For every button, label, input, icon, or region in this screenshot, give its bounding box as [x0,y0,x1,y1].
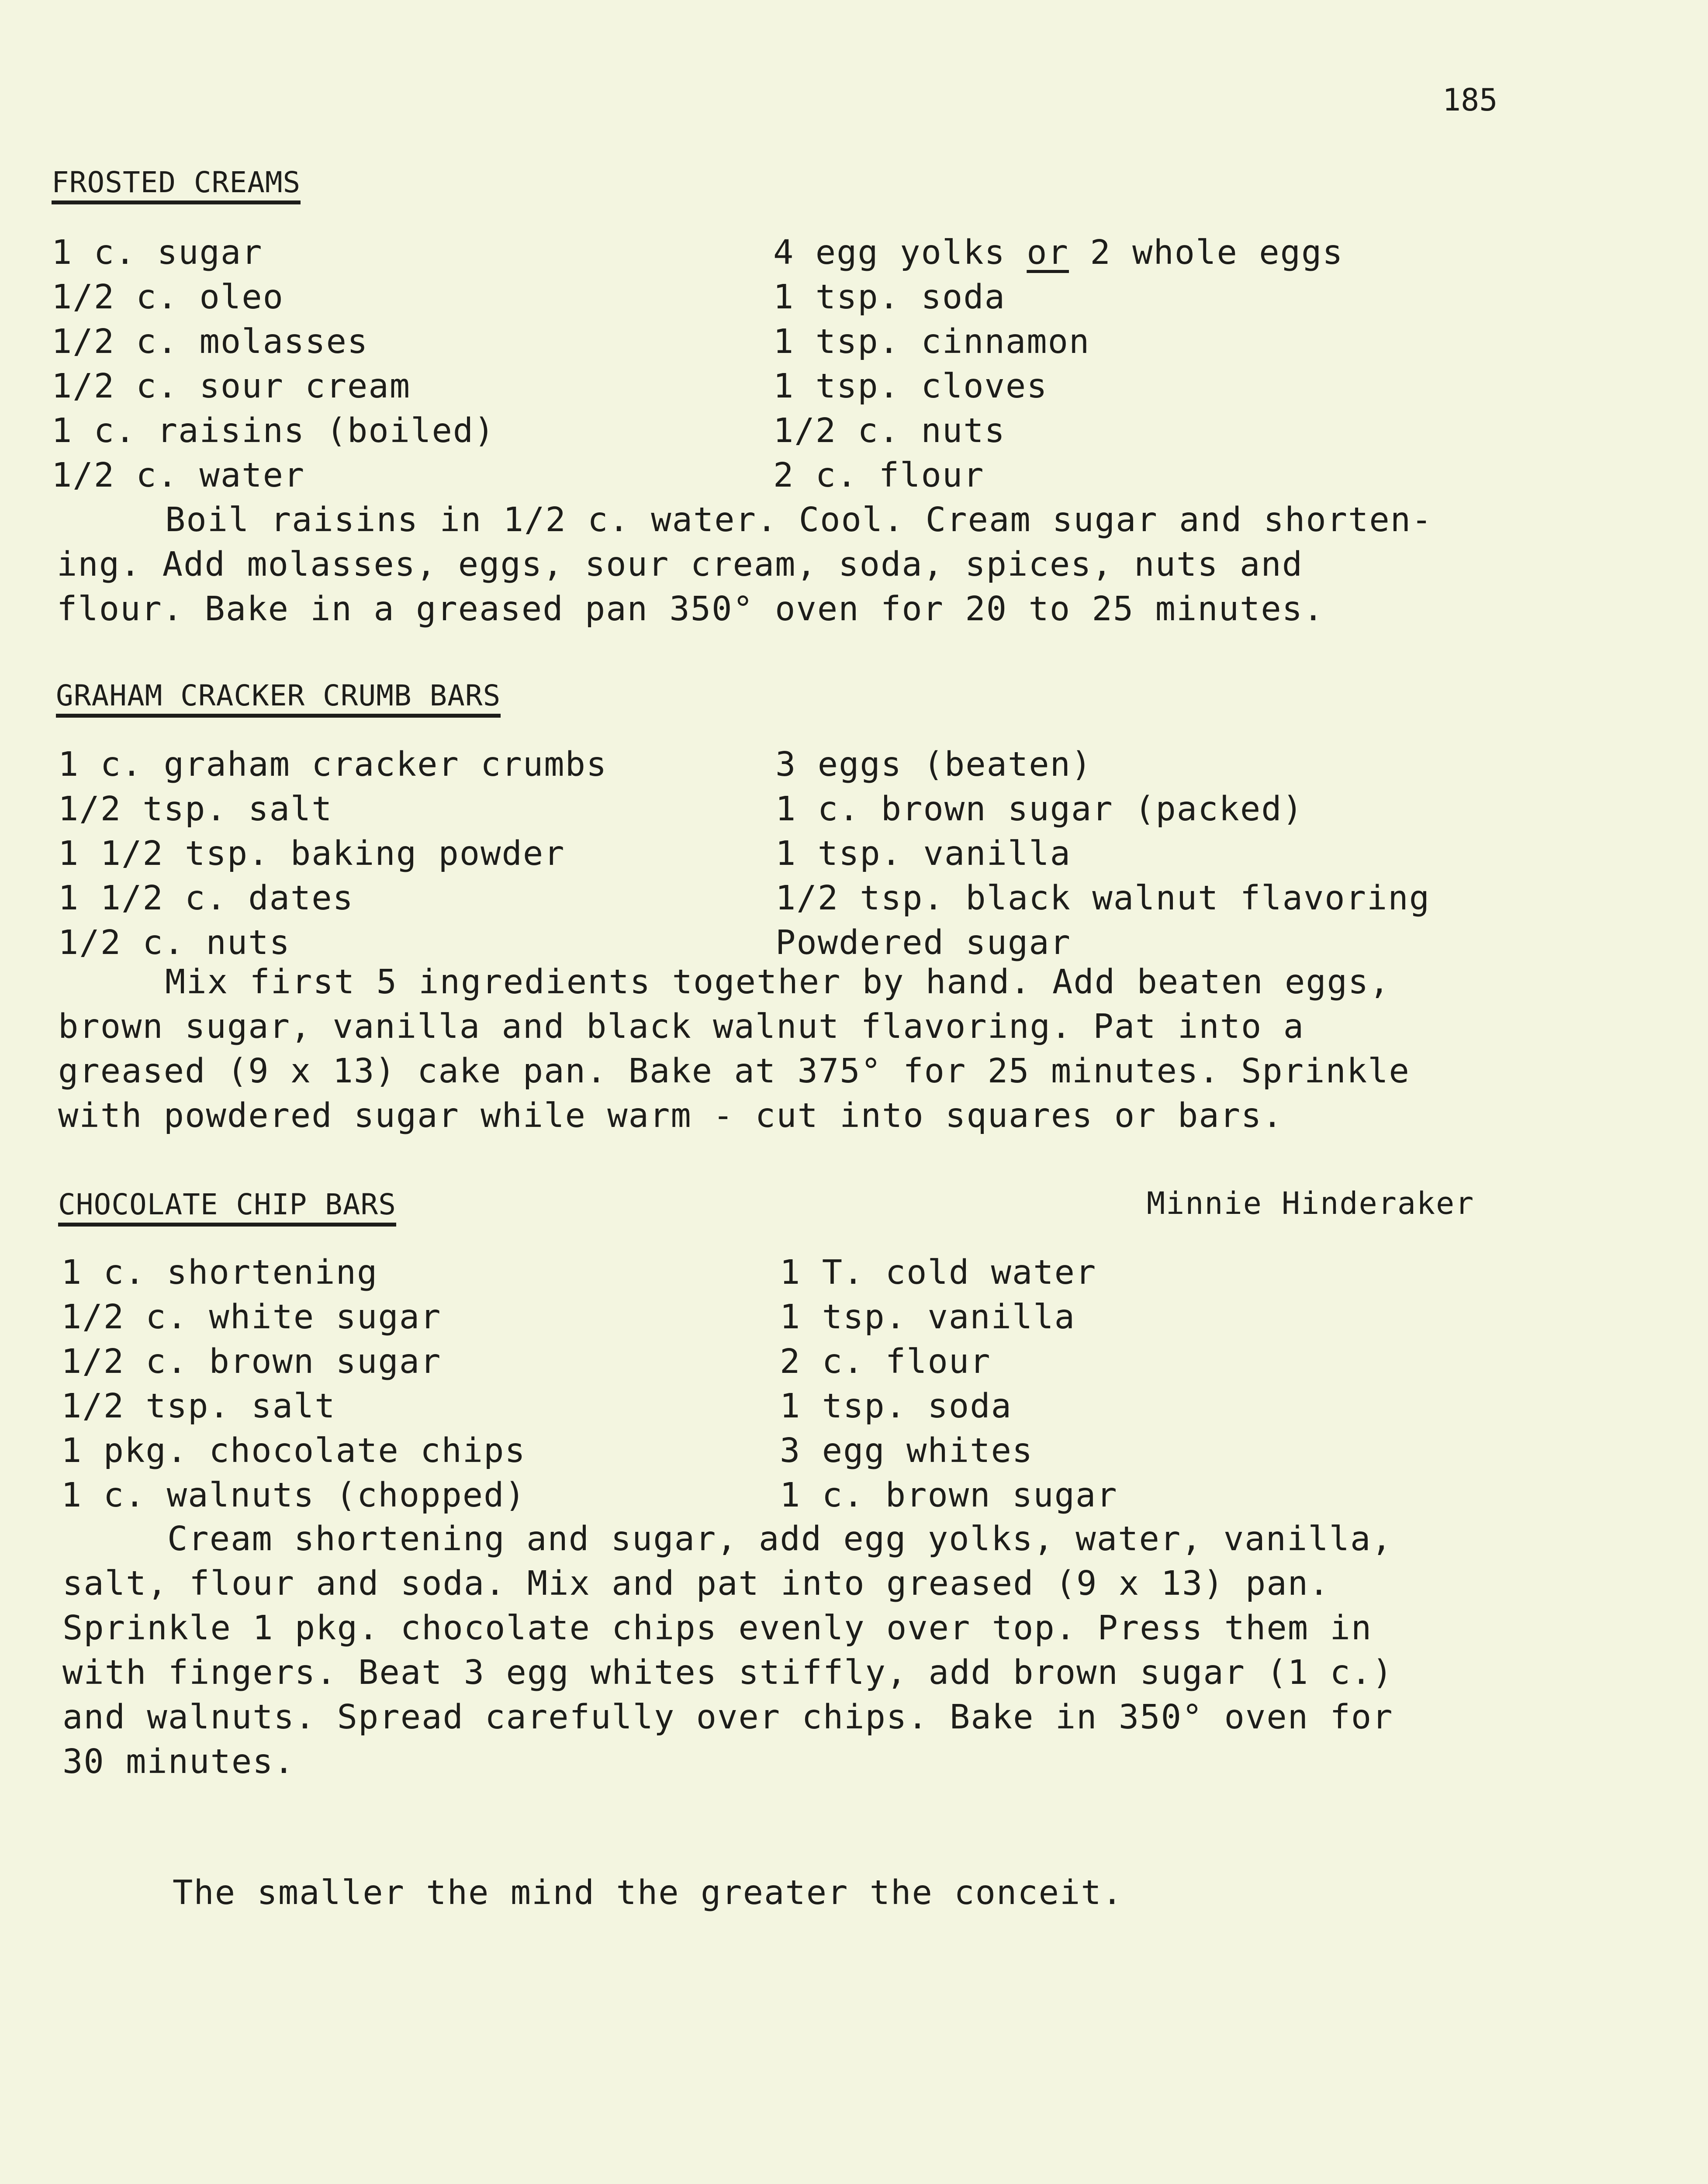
ingredient: 1 tsp. vanilla [780,1298,1076,1337]
ingredient: 1/2 tsp. salt [61,1387,336,1426]
ingredient: 1 tsp. cloves [773,367,1048,406]
ingredient: 1 tsp. cinnamon [773,322,1090,361]
ingredient: Powdered sugar [775,923,1072,962]
recipe-author: Minnie Hinderaker [1147,1185,1475,1221]
ingredient: 1 c. walnuts (chopped) [61,1476,526,1515]
ingredient: 1/2 c. nuts [58,923,290,962]
recipe-title-chocolate-chip-bars: CHOCOLATE CHIP BARS [58,1190,396,1227]
ingredient: 4 egg yolks or 2 whole eggs [773,233,1344,272]
directions-line: Cream shortening and sugar, add egg yolks, water, vanilla, [167,1520,1393,1559]
directions-line: salt, flour and soda. Mix and pat into greased (9 x 13) pan. [62,1564,1330,1603]
ingredient: 1 c. graham cracker crumbs [58,745,608,784]
directions-line: and walnuts. Spread carefully over chips. Bake in 350° oven for [62,1698,1393,1737]
recipe-title-frosted-creams: FROSTED CREAMS [52,168,301,204]
ingredient: 1 c. sugar [52,233,263,272]
directions-line: 30 minutes. [62,1742,295,1781]
ingredient: 1/2 c. sour cream [52,367,411,406]
ingredient: 1/2 c. white sugar [61,1298,442,1337]
ingredient: 1 tsp. soda [773,278,1006,317]
ingredient: 1/2 c. water [52,456,305,495]
ingredient: 2 c. flour [773,456,985,495]
directions-line: brown sugar, vanilla and black walnut flavoring. Pat into a [58,1007,1305,1046]
directions-line: Mix first 5 ingredients together by hand. Add beaten eggs, [165,963,1390,1002]
ingredient: 1/2 c. brown sugar [61,1342,442,1381]
ingredient: 1 1/2 c. dates [58,879,354,918]
directions-line: ing. Add molasses, eggs, sour cream, soda, spices, nuts and [57,545,1303,584]
ingredient: 3 egg whites [780,1431,1034,1470]
ingredient: 1/2 c. molasses [52,322,369,361]
ingredient: 1 1/2 tsp. baking powder [58,834,565,873]
directions-line: Sprinkle 1 pkg. chocolate chips evenly over top. Press them in [62,1609,1373,1648]
directions-line: Boil raisins in 1/2 c. water. Cool. Cream sugar and shorten- [165,501,1433,539]
quote: The smaller the mind the greater the conceit. [173,1873,1124,1912]
directions-line: flour. Bake in a greased pan 350° oven for 20 to 25 minutes. [57,590,1324,629]
ingredient: 1/2 c. oleo [52,278,284,317]
recipe-title-graham-cracker-crumb-bars: GRAHAM CRACKER CRUMB BARS [56,681,501,718]
ingredient: 1 tsp. soda [780,1387,1012,1426]
ingredient: 1 c. brown sugar [780,1476,1118,1515]
directions-line: with fingers. Beat 3 egg whites stiffly, add brown sugar (1 c.) [62,1653,1393,1692]
ingredient: 2 c. flour [780,1342,991,1381]
ingredient: 1 c. raisins (boiled) [52,411,495,450]
ingredient: 1 c. brown sugar (packed) [775,790,1303,829]
ingredient: 1 pkg. chocolate chips [61,1431,526,1470]
ingredient: 1/2 tsp. black walnut flavoring [775,879,1431,918]
ingredient: 1/2 tsp. salt [58,790,333,829]
page-number: 185 [1442,82,1498,118]
ingredient: 1 c. shortening [61,1253,378,1292]
ingredient: 1 T. cold water [780,1253,1097,1292]
directions-line: greased (9 x 13) cake pan. Bake at 375° for 25 minutes. Sprinkle [58,1052,1410,1091]
ingredient: 3 eggs (beaten) [775,745,1093,784]
ingredient: 1/2 c. nuts [773,411,1006,450]
ingredient: 1 tsp. vanilla [775,834,1072,873]
directions-line: with powdered sugar while warm - cut into squares or bars. [58,1096,1283,1135]
